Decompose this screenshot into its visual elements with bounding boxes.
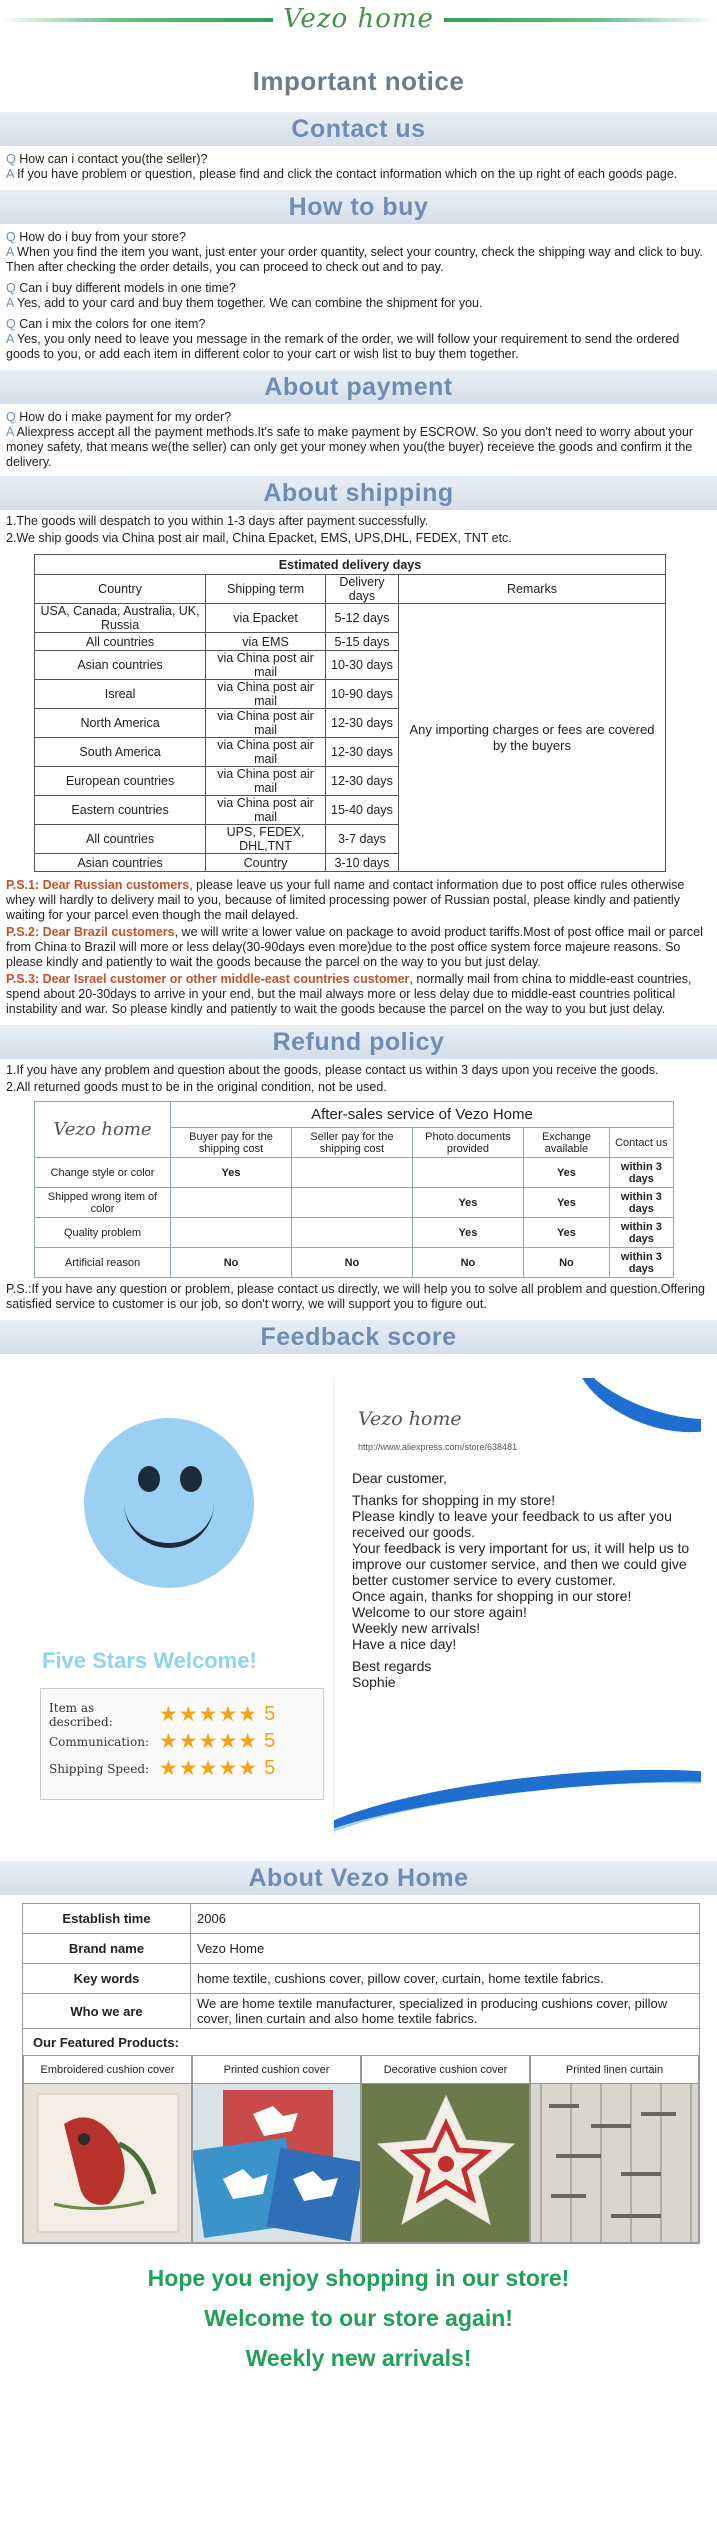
table-row: European countries via China post air mail 12-30 days	[35, 767, 666, 796]
rating-box	[40, 1688, 324, 1800]
table-row: All countries via EMS 5-15 days	[35, 633, 666, 651]
section-heading-howtobuy: How to buy	[0, 190, 717, 224]
faq-question: Q Can i buy different models in one time?	[6, 281, 236, 295]
smiley-eye	[138, 1466, 160, 1492]
rating-row: Communication: ★★★★★ 5	[49, 1730, 276, 1753]
logo-line-right	[432, 18, 717, 22]
table-row: Shipped wrong item of color Yes Yes within 3 days	[35, 1188, 674, 1218]
product-card[interactable]: Printed linen curtain	[530, 2055, 699, 2243]
remarks-cell: Any importing charges or fees are covered by the buyers	[398, 604, 665, 872]
table-row: Eastern countries via China post air mail 15-40 days	[35, 796, 666, 825]
faq-question: Q How do i buy from your store?	[6, 230, 186, 244]
col-days: Delivery days	[325, 575, 398, 604]
after-sales-table	[34, 1101, 674, 1278]
rating-row: Item as described: ★★★★★ 5	[49, 1700, 276, 1729]
ps-israel: P.S.3: Dear Israel customer or other middle-east countries customer, normally mail from china to middle-east countries, spend about 20-30days to arrive in your end, but the mail always more or less delay due to middle-east countries political instability and war. So please kindly and patiently to wait the goods because the parcel on the way to you but just delay.	[6, 972, 692, 1016]
closing-line: Welcome to our store again!	[204, 2305, 513, 2331]
col-seller-pay: Seller pay for the shipping cost	[292, 1128, 413, 1158]
closing-message	[0, 2258, 717, 2378]
col-buyer-pay: Buyer pay for the shipping cost	[171, 1128, 292, 1158]
stars-icon: ★★★★★	[159, 1703, 259, 1726]
ps-russia: P.S.1: Dear Russian customers, please leave us your full name and contact information due to post office rules otherwise whey will hardly to delivery mail to you, because of limited processing power of Russian postal, please kindly and patiently waiting for your parcel even though the mail delayed.	[6, 878, 685, 922]
notice-title: Important notice	[252, 66, 465, 96]
smiley-face-icon	[84, 1418, 254, 1588]
faq-question: Q Can i mix the colors for one item?	[6, 317, 206, 331]
col-remarks: Remarks	[398, 575, 665, 604]
featured-title: Our Featured Products:	[33, 2035, 179, 2050]
letter-swoosh	[557, 1378, 701, 1454]
letter-url: http://www.aliexpress.com/store/638481	[358, 1442, 518, 1452]
letter-swoosh	[333, 1750, 701, 1836]
faq-answer: A Yes, you only need to leave you message in the remark of the order, we will follow your requirement to send the ordered goods to you, or add each item in different color to your cart or wish list to buy them together.	[6, 332, 680, 361]
table-row: Asian countries Country 3-10 days	[35, 854, 666, 872]
table-row: Quality problem Yes Yes within 3 days	[35, 1218, 674, 1248]
ps-brazil: P.S.2: Dear Brazil customers, we will write a lower value on package to avoid product tariffs.Most of post office mail or parcel from China to Brazil will more or less delay(30-90days even more)due to the post office system force majeure reasons. So please kindly and patiently to wait the goods because the parcel on the way to you but just delay.	[6, 925, 703, 969]
table-row: USA, Canada, Australia, UK, Russia via Epacket 5-12 days Any importing charges or fees are covered by the buyers	[35, 604, 666, 633]
table-row: Asian countries via China post air mail 10-30 days	[35, 651, 666, 680]
stars-icon: ★★★★★	[159, 1730, 259, 1753]
col-term: Shipping term	[206, 575, 326, 604]
product-image	[362, 2084, 529, 2242]
refund-line: 1.If you have any problem and question about the goods, please contact us within 3 days upon you receive the goods.	[6, 1063, 659, 1077]
refund-line: 2.All returned goods must to be in the original condition, not be used.	[6, 1080, 387, 1094]
faq-answer: A When you find the item you want, just enter your order quantity, select your country, check the shipping way and click to buy. Then after checking the order details, you can proceed to check out and to pay.	[6, 245, 703, 274]
table-row: All countries UPS, FEDEX, DHL,TNT 3-7 days	[35, 825, 666, 854]
refund-ps: P.S.:If you have any question or problem, please contact us directly, we will help you to solve all problem and question.Offering satisfied service to customer is our job, so don't worry, we will support you to figure out.	[6, 1282, 706, 1311]
faq-answer: A Aliexpress accept all the payment methods.It's safe to make payment by ESCROW. So you don't need to worry about your money safety, that means we(the seller) can only get your money when you(the buyer) receieve the goods and confirm it the delivery.	[6, 425, 694, 469]
closing-line: Weekly new arrivals!	[245, 2345, 472, 2371]
about-table	[22, 1903, 700, 2244]
shipping-line: 2.We ship goods via China post air mail, China Epacket, EMS, UPS,DHL, FEDEX, TNT etc.	[6, 531, 512, 545]
table-row: South America via China post air mail 12-30 days	[35, 738, 666, 767]
letter-logo: Vezo home	[358, 1408, 462, 1430]
product-card[interactable]: Decorative cushion cover	[361, 2055, 530, 2243]
store-logo: Vezo home	[273, 4, 444, 34]
after-sales-logo: Vezo home	[35, 1102, 171, 1158]
table-row: Brand name Vezo Home	[23, 1934, 700, 1964]
table-row: Isreal via China post air mail 10-90 days	[35, 680, 666, 709]
table-row: Key words home textile, cushions cover, pillow cover, curtain, home textile fabrics.	[23, 1964, 700, 1994]
feedback-area	[0, 1358, 717, 1853]
faq-question: Q How can i contact you(the seller)?	[6, 152, 208, 166]
faq-answer: A If you have problem or question, please find and click the contact information which on the up right of each goods page.	[6, 167, 678, 181]
product-card[interactable]: Printed cushion cover	[192, 2055, 361, 2243]
feedback-letter	[333, 1378, 701, 1836]
table-row: Artificial reason No No No No within 3 days	[35, 1248, 674, 1278]
section-heading-feedback: Feedback score	[0, 1320, 717, 1354]
faq-answer: A Yes, add to your card and buy them together. We can combine the shipment for you.	[6, 296, 483, 310]
closing-line: Hope you enjoy shopping in our store!	[147, 2265, 570, 2291]
product-image	[531, 2084, 698, 2242]
delivery-table-caption: Estimated delivery days	[35, 555, 666, 575]
col-photo-docs: Photo documents provided	[412, 1128, 523, 1158]
featured-products	[23, 2055, 699, 2243]
col-contact: Contact us	[609, 1128, 673, 1158]
product-image	[193, 2084, 360, 2242]
table-row: North America via China post air mail 12-30 days	[35, 709, 666, 738]
logo-bar	[0, 0, 717, 38]
product-card[interactable]: Embroidered cushion cover	[23, 2055, 192, 2243]
col-country: Country	[35, 575, 206, 604]
after-sales-title: After-sales service of Vezo Home	[171, 1102, 674, 1128]
delivery-table	[34, 554, 666, 872]
section-heading-refund: Refund policy	[0, 1025, 717, 1059]
logo-line-left	[0, 18, 285, 22]
table-row: Change style or color Yes Yes within 3 days	[35, 1158, 674, 1188]
faq-question: Q How do i make payment for my order?	[6, 410, 232, 424]
five-stars-welcome: Five Stars Welcome!	[42, 1648, 257, 1673]
stars-icon: ★★★★★	[159, 1757, 259, 1780]
smiley-eye	[180, 1466, 202, 1492]
section-heading-about: About Vezo Home	[0, 1861, 717, 1895]
col-exchange: Exchange available	[524, 1128, 610, 1158]
section-heading-contact: Contact us	[0, 112, 717, 146]
shipping-line: 1.The goods will despatch to you within 1-3 days after payment successfully.	[6, 514, 429, 528]
letter-body: Dear customer, Thanks for shopping in my store! Please kindly to leave your feedback to us after you received our goods. Your feedback is very important for us, it will help us to improve our customer service, and then we could give better customer service to every customer. Once again, thanks for shopping in our store! Welcome to our store again! Weekly new arrivals! Have a nice day! Best regards Sophie	[352, 1470, 690, 1690]
rating-row: Shipping Speed: ★★★★★ 5	[49, 1757, 276, 1780]
section-heading-payment: About payment	[0, 370, 717, 404]
product-image	[24, 2084, 191, 2242]
section-heading-shipping: About shipping	[0, 476, 717, 510]
smiley-mouth	[124, 1500, 214, 1548]
table-row: Establish time 2006	[23, 1904, 700, 1934]
table-row: Who we are We are home textile manufacturer, specialized in producing cushions cover, pillow cover, linen curtain and also home textile fabrics.	[23, 1994, 700, 2029]
